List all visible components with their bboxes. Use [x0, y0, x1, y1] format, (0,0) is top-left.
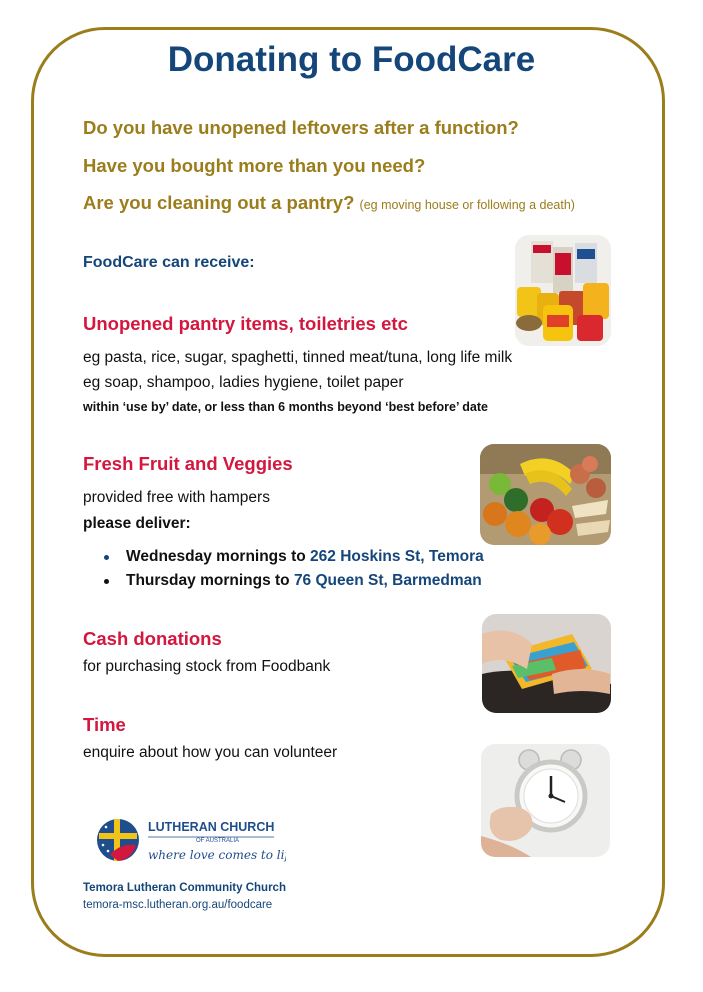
question-3-note: (eg moving house or following a death) [359, 198, 575, 212]
church-name: Temora Lutheran Community Church [83, 882, 286, 894]
cash-line-1: for purchasing stock from Foodbank [83, 658, 331, 675]
page-title: Donating to FoodCare [167, 40, 536, 79]
cash-photo [482, 614, 611, 713]
fresh-line-1: provided free with hampers [83, 489, 270, 506]
fruit-veggies-photo [480, 444, 611, 545]
church-url[interactable]: temora-msc.lutheran.org.au/foodcare [83, 899, 273, 911]
delivery-address-2: 76 Queen St, Barmedman [293, 572, 482, 589]
question-1: Do you have unopened leftovers after a function? [83, 117, 519, 138]
bullet-dot [104, 579, 109, 584]
pantry-heading: Unopened pantry items, toiletries etc [83, 313, 408, 334]
pantry-items-photo [515, 235, 611, 346]
delivery-day-2: Thursday mornings to [126, 572, 294, 589]
delivery-day-1: Wednesday mornings to [126, 548, 311, 565]
delivery-address-1: 262 Hoskins St, Temora [310, 548, 484, 565]
logo-name: LUTHERAN CHURCH [148, 820, 275, 834]
time-heading: Time [83, 714, 126, 735]
bullet-dot [104, 555, 109, 560]
logo-sub: OF AUSTRALIA [196, 838, 240, 844]
pantry-line-3: within ‘use by’ date, or less than 6 months beyond ‘best before’ date [83, 400, 488, 414]
clock-photo [481, 744, 610, 857]
pantry-line-2: eg soap, shampoo, ladies hygiene, toilet paper [83, 374, 404, 391]
question-2: Have you bought more than you need? [83, 155, 426, 176]
cash-heading: Cash donations [83, 628, 222, 649]
time-line-1: enquire about how you can volunteer [83, 744, 338, 761]
receive-label: FoodCare can receive: [83, 254, 255, 271]
fresh-line-2: please deliver: [83, 515, 191, 532]
question-3-text: Are you cleaning out a pantry? [83, 192, 355, 213]
pantry-line-1: eg pasta, rice, sugar, spaghetti, tinned meat/tuna, long life milk [83, 349, 513, 366]
fresh-heading: Fresh Fruit and Veggies [83, 453, 293, 474]
lutheran-church-logo [96, 815, 286, 867]
logo-tagline: where love comes to life [148, 848, 286, 862]
question-3 [83, 192, 575, 214]
